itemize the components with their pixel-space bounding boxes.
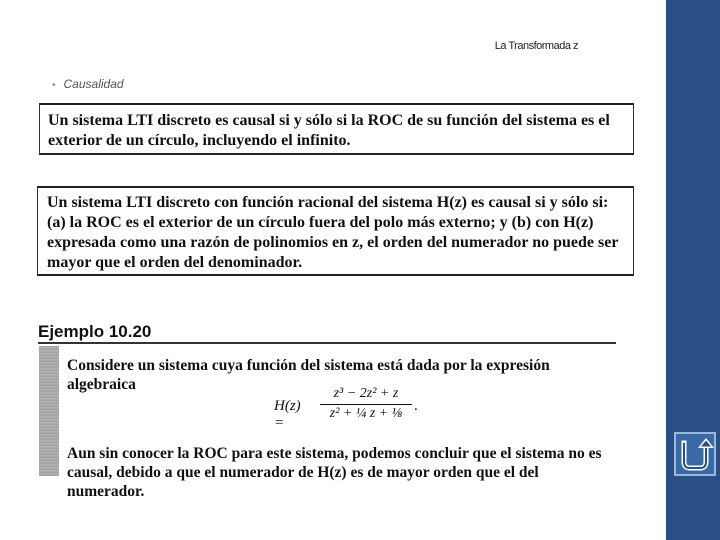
bullet-causalidad [52,77,124,91]
example-conclusion [67,444,617,501]
formula-numerator: z³ − 2z² + z [320,386,412,405]
return-arrow-icon [676,434,714,474]
formula-fraction [320,386,412,422]
example-title: Ejemplo 10.20 [38,322,152,341]
definition-2-line-4: mayor que el orden del denominador. [47,254,303,271]
slide-title: La Transformada z [494,40,578,52]
definition-2-line-3: expresada como una razón de polinomios en z, el orden del numerador no puede ser [47,234,619,251]
example-rule [38,342,616,344]
example-conclusion-line-2: causal, debido a que el numerador de H(z) es de mayor orden que el del numerador. [67,464,539,500]
definition-2-line-2: (a) la ROC es el exterior de un círculo fuera del polo más externo; y (b) con H(z) [47,214,594,231]
definition-2-line-1: Un sistema LTI discreto con función racional del sistema H(z) es causal si y sólo si: [47,194,609,211]
formula-denominator: z² + ¼ z + ⅛ [329,406,403,421]
definition-box-1 [39,103,634,155]
example-intro: Considere un sistema cuya función del sistema está dada por la expresión algebraica [67,357,550,393]
bullet-marker: • [52,80,56,91]
bullet-text: Causalidad [63,77,124,91]
definition-1-line-1: Un sistema LTI discreto es causal si y sólo si la ROC de su función del sistema es el [48,112,610,129]
definition-box-2 [37,186,634,276]
example-conclusion-line-1: Aun sin conocer la ROC para este sistema, podemos concluir que el sistema no es [67,445,602,462]
definition-1-line-2: exterior de un círculo, incluyendo el infinito. [48,132,351,149]
example-side-stripe [39,346,59,476]
back-button[interactable] [674,432,716,476]
formula-lhs: H(z) = [274,398,301,431]
formula-period: . [414,398,418,414]
